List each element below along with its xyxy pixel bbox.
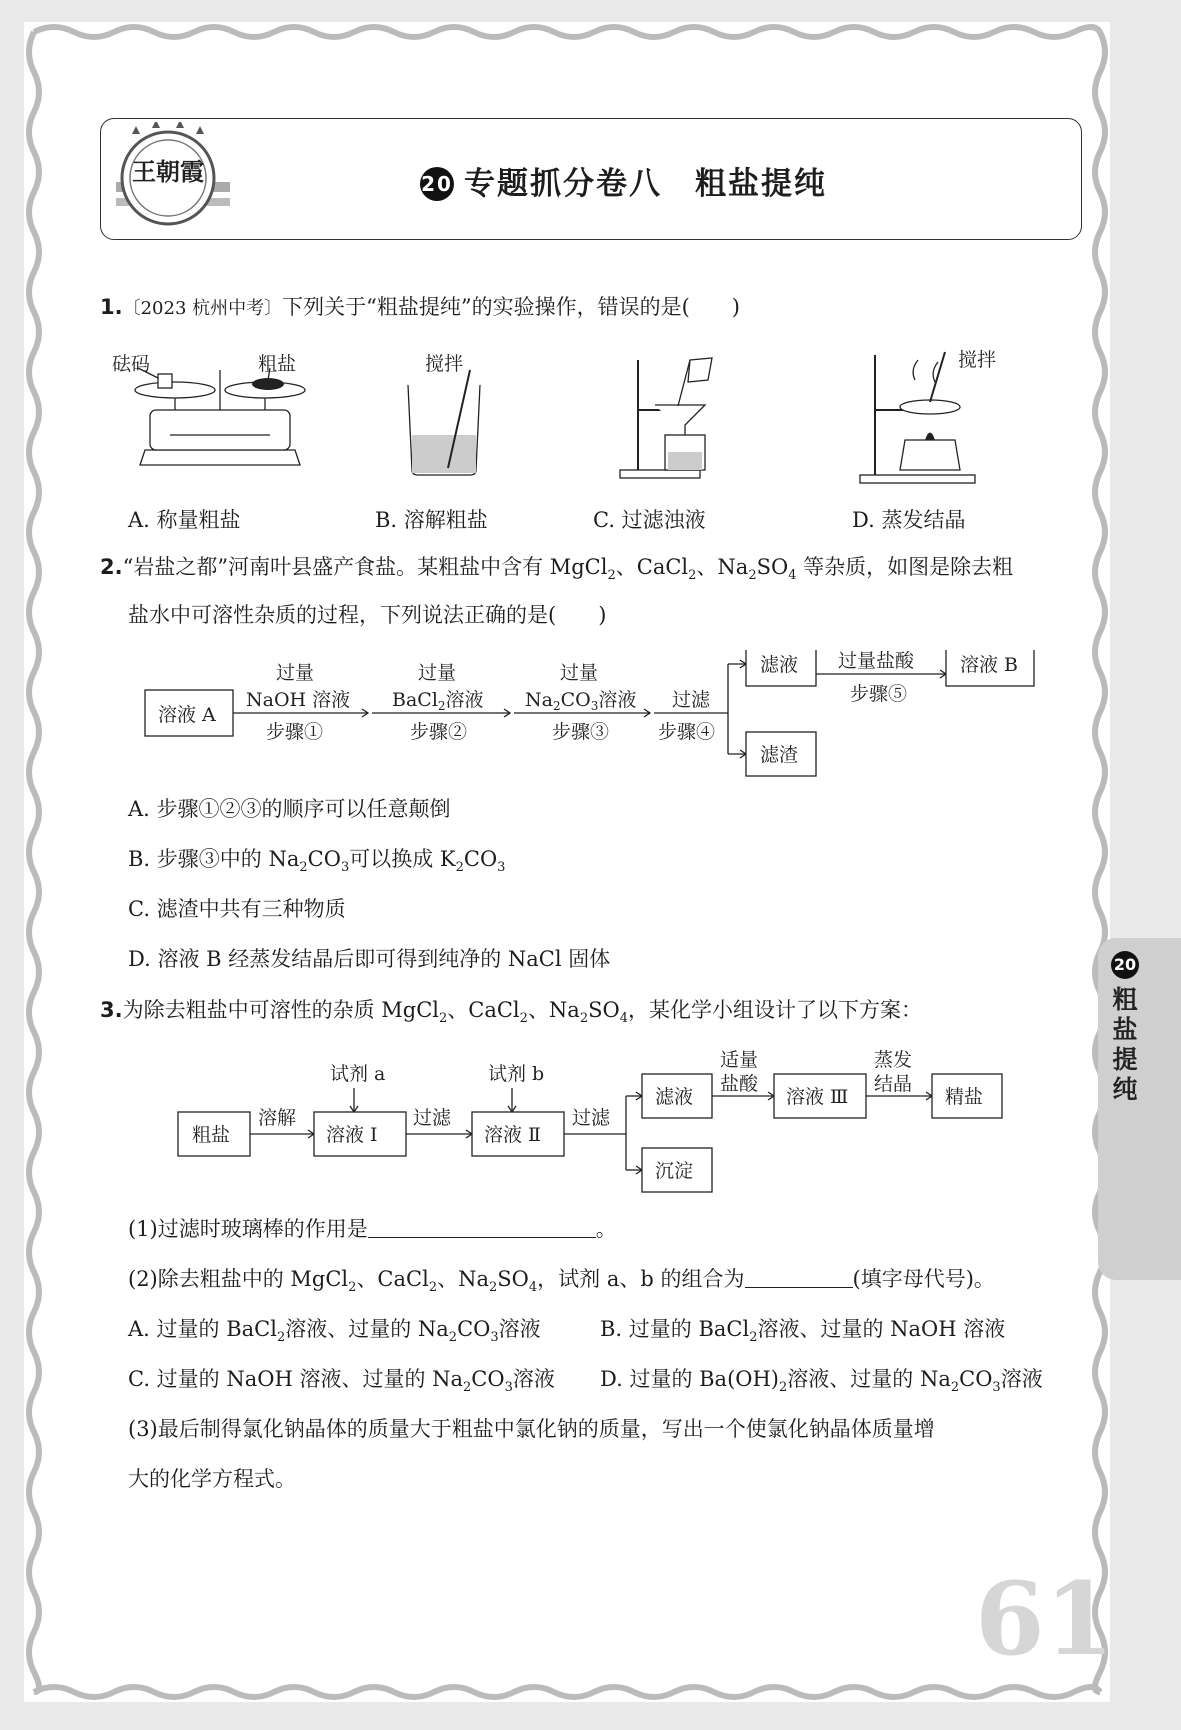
q3-part-2 xyxy=(128,1266,995,1297)
sub: 3 xyxy=(504,1380,513,1396)
q3-d-2: 溶液、过量的 Na xyxy=(787,1367,951,1391)
text-solution-2: 溶液 Ⅱ xyxy=(484,1124,541,1146)
step-5: 步骤⑤ xyxy=(850,683,908,705)
sub: 2 xyxy=(276,1330,286,1346)
q3-option-b xyxy=(600,1316,1005,1347)
hcl-label: 过量盐酸 xyxy=(838,650,915,672)
q2-b-2: CO xyxy=(307,847,341,871)
sub: 2 xyxy=(688,568,697,584)
side-tab-number: 20 xyxy=(1111,951,1139,979)
step-3: 步骤③ xyxy=(552,721,610,743)
sub: 2 xyxy=(348,1280,357,1296)
sub: 2 xyxy=(519,1011,528,1027)
sub: 2 xyxy=(950,1380,960,1396)
q3-a-4: 溶液 xyxy=(498,1317,541,1341)
q2-text-d: SO xyxy=(756,555,789,579)
text-solution-3: 溶液 Ⅲ xyxy=(786,1086,849,1108)
q3-p2-a: (2)除去粗盐中的 MgCl xyxy=(128,1267,349,1291)
sub: 2 xyxy=(489,1280,498,1296)
q1-stem xyxy=(100,294,740,321)
q3-a-3: CO xyxy=(457,1317,491,1341)
step-1: 步骤① xyxy=(266,721,324,743)
sub: 2 xyxy=(579,1011,589,1027)
q3-d-3: CO xyxy=(959,1367,993,1391)
q1-option-d: D. 蒸发结晶 xyxy=(852,508,966,532)
q3-part-3-line1: (3)最后制得氯化钠晶体的质量大于粗盐中氯化钠的质量，写出一个使氯化钠晶体质量增 xyxy=(128,1417,935,1441)
q3-d-4: 溶液 xyxy=(1000,1367,1043,1391)
filtration-figure xyxy=(620,358,712,478)
q3-d-1: D. 过量的 Ba(OH) xyxy=(600,1367,779,1391)
label-salt: 粗盐 xyxy=(258,353,297,375)
q1-source: 〔2023 杭州中考〕 xyxy=(122,298,283,319)
sub: 2 xyxy=(439,1011,448,1027)
beaker-figure xyxy=(408,353,480,475)
label-weight: 砝码 xyxy=(112,353,151,375)
q2-b-1: B. 步骤③中的 Na xyxy=(128,847,300,871)
text-q3-filtrate: 滤液 xyxy=(655,1086,694,1108)
sub: 2 xyxy=(463,1380,472,1396)
q1-text: 下列关于“粗盐提纯”的实验操作，错误的是( ) xyxy=(282,295,740,319)
text-residue: 滤渣 xyxy=(760,744,799,766)
crystallize-label: 结晶 xyxy=(874,1073,913,1095)
sub: 2 xyxy=(749,1330,758,1346)
logo-text: 王朝霞 xyxy=(132,157,204,186)
sub: 4 xyxy=(619,1011,629,1027)
q3-p2-e: ，试剂 a、b 的组合为 xyxy=(537,1267,745,1291)
label-stir-2: 搅拌 xyxy=(958,349,997,371)
q1-option-c: C. 过滤浊液 xyxy=(593,508,706,532)
q3-p2-f: (填字母代号)。 xyxy=(852,1267,995,1291)
reagent-bacl2: BaCl$_2$溶液 xyxy=(392,689,484,713)
q3-c-3: 溶液 xyxy=(512,1367,555,1391)
q2-option-b xyxy=(128,846,505,877)
reagent-naoh: NaOH 溶液 xyxy=(246,689,351,711)
q3-p2-c: 、Na xyxy=(437,1267,489,1291)
evaporation-figure xyxy=(860,349,996,483)
q3-number: 3. xyxy=(100,998,123,1022)
filter-label-2: 过滤 xyxy=(572,1107,611,1129)
sub: 2 xyxy=(299,860,308,876)
q2-option-a: A. 步骤①②③的顺序可以任意颠倒 xyxy=(128,797,451,821)
answer-blank-2[interactable] xyxy=(745,1267,853,1288)
q3-text-e: ，某化学小组设计了以下方案： xyxy=(628,998,923,1022)
q2-text-c: 、Na xyxy=(696,555,749,579)
q3-option-a xyxy=(128,1316,541,1347)
reagent-a-label: 试剂 a xyxy=(330,1063,386,1085)
q2-text-a: “岩盐之都”河南叶县盛产食盐。某粗盐中含有 MgCl xyxy=(122,555,608,579)
filter-label: 过滤 xyxy=(672,689,711,711)
q3-part-1 xyxy=(128,1216,617,1243)
excess-1: 过量 xyxy=(276,662,315,684)
q1-option-a: A. 称量粗盐 xyxy=(128,508,241,532)
q3-c-2: CO xyxy=(471,1367,505,1391)
step-4: 步骤④ xyxy=(658,721,716,743)
q3-p1-text: (1)过滤时玻璃棒的作用是 xyxy=(128,1217,368,1241)
q2-number: 2. xyxy=(100,555,123,579)
title-text: 专题抓分卷八 粗盐提纯 xyxy=(464,166,827,202)
excess-3: 过量 xyxy=(560,662,599,684)
text-solution-a: 溶液 A xyxy=(158,704,216,726)
sub: 2 xyxy=(455,860,464,876)
q2-stem-line2: 盐水中可溶性杂质的过程，下列说法正确的是( ) xyxy=(128,603,607,627)
q3-text-c: 、Na xyxy=(527,998,580,1022)
q2-text-e: 等杂质，如图是除去粗 xyxy=(796,555,1014,579)
q1-number: 1. xyxy=(100,295,123,319)
q3-b-1: B. 过量的 BaCl xyxy=(600,1317,750,1341)
moderate-label: 适量 xyxy=(720,1049,759,1071)
sub: 4 xyxy=(528,1280,538,1296)
q3-a-2: 溶液、过量的 Na xyxy=(285,1317,449,1341)
q2-b-4: CO xyxy=(463,847,498,871)
q3-p2-b: 、CaCl xyxy=(356,1267,429,1291)
q2-option-c: C. 滤渣中共有三种物质 xyxy=(128,897,346,921)
page-title xyxy=(420,158,827,203)
q3-part-3-line2: 大的化学方程式。 xyxy=(128,1467,296,1491)
sub: 2 xyxy=(778,1380,788,1396)
q3-p1-end: 。 xyxy=(595,1217,617,1241)
sub: 3 xyxy=(340,860,350,876)
page-number: 61 xyxy=(975,1560,1115,1678)
step-2: 步骤② xyxy=(410,721,468,743)
q2-option-d: D. 溶液 B 经蒸发结晶后即可得到纯净的 NaCl 固体 xyxy=(128,947,611,971)
q3-p2-d: SO xyxy=(497,1267,529,1291)
q2-flow-diagram xyxy=(0,650,1181,790)
q2-b-3: 可以换成 K xyxy=(349,847,456,871)
q3-text-d: SO xyxy=(588,998,620,1022)
q1-option-b: B. 溶解粗盐 xyxy=(375,508,488,532)
text-crude-salt: 粗盐 xyxy=(192,1124,231,1146)
sub: 2 xyxy=(448,1330,458,1346)
sub: 2 xyxy=(748,568,757,584)
q3-option-c xyxy=(128,1366,555,1397)
reagent-na2co3: $Na_2CO_3$溶液 xyxy=(525,689,637,713)
q3-text-b: 、CaCl xyxy=(447,998,520,1022)
sub: 3 xyxy=(992,1380,1001,1396)
q2-stem-line1 xyxy=(100,554,1013,585)
q3-c-1: C. 过量的 NaOH 溶液、过量的 Na xyxy=(128,1367,464,1391)
dissolve-label: 溶解 xyxy=(258,1107,297,1129)
sub: 2 xyxy=(607,568,616,584)
text-filtrate: 滤液 xyxy=(760,654,799,676)
text-solution-b: 溶液 B xyxy=(960,654,1019,676)
sub: 3 xyxy=(490,1330,499,1346)
text-solution-1: 溶液 Ⅰ xyxy=(326,1124,378,1146)
title-number-badge: 20 xyxy=(420,167,454,201)
evaporate-label: 蒸发 xyxy=(874,1049,913,1071)
q2-text-b: 、CaCl xyxy=(615,555,689,579)
reagent-b-label: 试剂 b xyxy=(488,1063,545,1085)
answer-blank-1[interactable] xyxy=(368,1217,596,1238)
q3-option-d xyxy=(600,1366,1043,1397)
balance-figure xyxy=(112,353,305,465)
logo-seal xyxy=(112,122,234,234)
sub: 2 xyxy=(428,1280,438,1296)
label-stir-1: 搅拌 xyxy=(425,353,464,375)
sub: 4 xyxy=(788,568,797,584)
q3-flow-diagram xyxy=(0,1040,1181,1200)
text-refined-salt: 精盐 xyxy=(945,1086,984,1108)
q3-stem xyxy=(100,997,922,1028)
sub: 3 xyxy=(497,860,506,876)
excess-2: 过量 xyxy=(418,662,457,684)
filter-label-1: 过滤 xyxy=(413,1107,452,1129)
q3-hcl-label: 盐酸 xyxy=(720,1073,759,1095)
q3-a-1: A. 过量的 BaCl xyxy=(128,1317,277,1341)
side-tab-text: 粗盐提纯 xyxy=(1112,985,1138,1104)
q3-text-a: 为除去粗盐中可溶性的杂质 MgCl xyxy=(122,998,439,1022)
text-precipitate: 沉淀 xyxy=(655,1160,694,1182)
q3-b-2: 溶液、过量的 NaOH 溶液 xyxy=(757,1317,1006,1341)
